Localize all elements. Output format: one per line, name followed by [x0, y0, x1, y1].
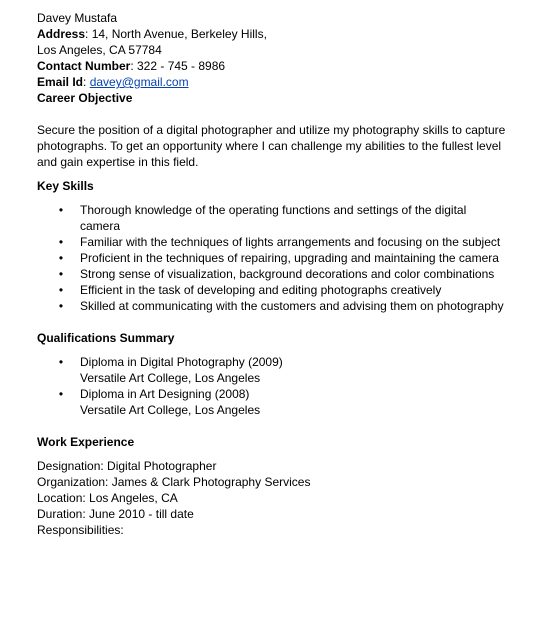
bullet-icon: • [58, 251, 64, 265]
contact-label: Contact Number [37, 59, 131, 73]
list-item [37, 266, 507, 282]
bullet-icon: • [58, 203, 64, 217]
skill-text: Skilled at communicating with the customers and advising them on photography [80, 299, 504, 313]
bullet-icon: • [58, 387, 64, 401]
list-item [37, 202, 507, 234]
career-objective-text: Secure the position of a digital photographer and utilize my photography skills to capture photographs. To get an opportunity where I can challenge my abilities to the fullest level and gain expertise in this field. [37, 123, 506, 169]
list-item [37, 386, 507, 418]
spacer [37, 314, 507, 330]
skill-text: Proficient in the techniques of repairing, upgrading and maintaining the camera [80, 251, 499, 265]
applicant-name: Davey Mustafa [37, 11, 118, 25]
qualification-title: Diploma in Digital Photography (2009) [80, 355, 283, 369]
bullet-icon: • [58, 299, 64, 313]
address-label: Address [37, 27, 86, 41]
email-label: Email Id [37, 75, 84, 89]
email-line [37, 74, 507, 90]
address-line-1 [37, 26, 507, 42]
spacer [37, 194, 507, 202]
address-value: : 14, North Avenue, Berkeley Hills, [85, 27, 267, 41]
work-organization: Organization: James & Clark Photography Services [37, 475, 311, 489]
bullet-icon: • [58, 267, 64, 281]
skill-text: Familiar with the techniques of lights arrangements and focusing on the subject [80, 235, 501, 249]
qualification-school: Versatile Art College, Los Angeles [80, 371, 261, 385]
spacer [37, 106, 507, 122]
work-designation: Designation: Digital Photographer [37, 459, 217, 473]
skill-text: Efficient in the task of developing and editing photographs creatively [80, 283, 442, 297]
list-item [37, 354, 507, 386]
spacer [37, 418, 507, 434]
work-responsibilities: Responsibilities: [37, 523, 124, 537]
list-item [37, 282, 507, 298]
resume-page [37, 10, 507, 538]
skill-text: Thorough knowledge of the operating functions and settings of the digital camera [80, 203, 467, 233]
bullet-icon: • [58, 283, 64, 297]
skill-text: Strong sense of visualization, background decorations and color combinations [80, 267, 495, 281]
spacer [37, 346, 507, 354]
work-duration: Duration: June 2010 - till date [37, 507, 194, 521]
spacer [37, 170, 507, 178]
list-item [37, 250, 507, 266]
bullet-icon: • [58, 235, 64, 249]
qualifications-list [37, 354, 507, 418]
work-location: Location: Los Angeles, CA [37, 491, 178, 505]
key-skills-list [37, 202, 507, 314]
bullet-icon: • [58, 355, 64, 369]
address-line-2: Los Angeles, CA 57784 [37, 43, 162, 57]
list-item [37, 234, 507, 250]
key-skills-heading: Key Skills [37, 179, 94, 193]
contact-number [37, 58, 507, 74]
work-experience-heading: Work Experience [37, 435, 135, 449]
spacer [37, 450, 507, 458]
list-item [37, 298, 507, 314]
qualification-title: Diploma in Art Designing (2008) [80, 387, 250, 401]
contact-value: : 322 - 745 - 8986 [130, 59, 226, 73]
email-link[interactable]: davey@gmail.com [89, 75, 189, 89]
qualifications-heading: Qualifications Summary [37, 331, 175, 345]
qualification-school: Versatile Art College, Los Angeles [80, 403, 261, 417]
career-objective-heading: Career Objective [37, 91, 133, 105]
email-separator: : [83, 75, 90, 89]
